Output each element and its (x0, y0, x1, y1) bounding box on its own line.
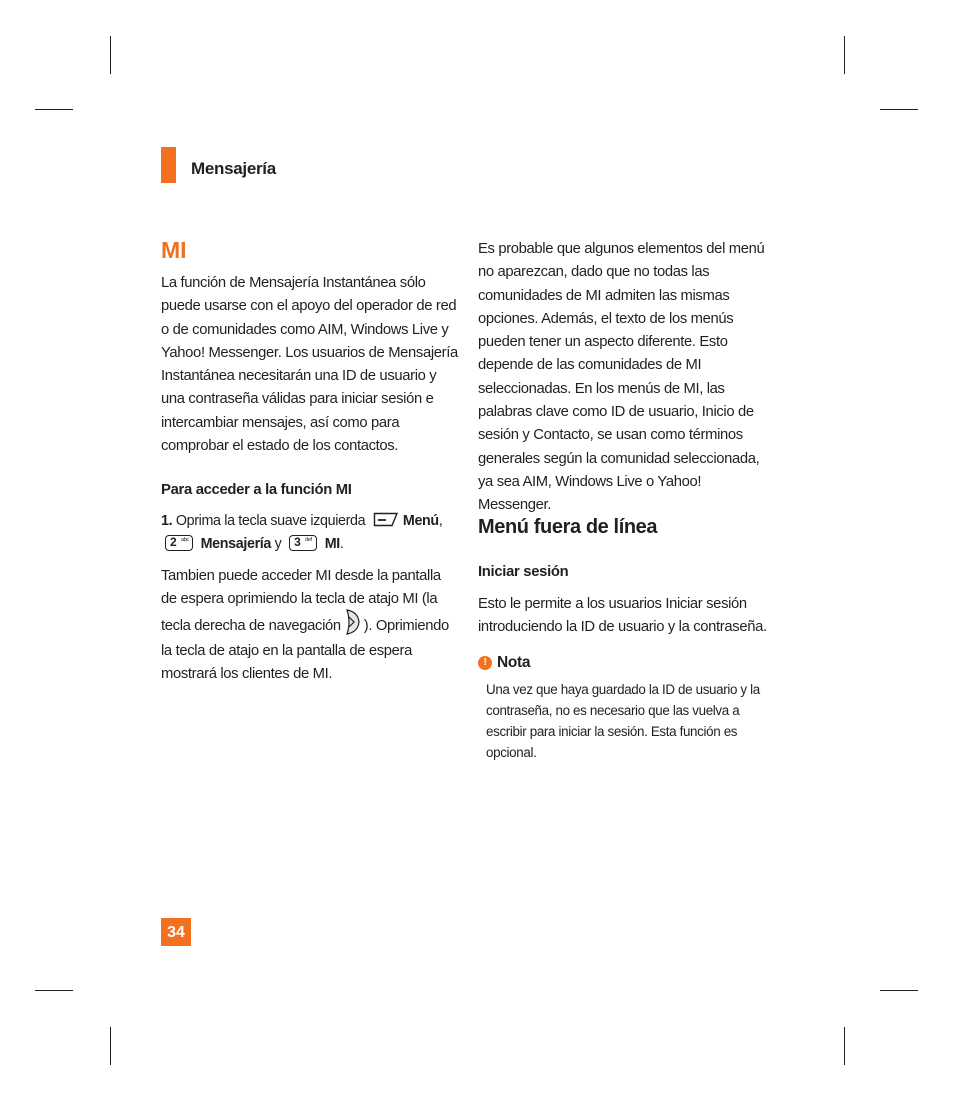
key-3-icon (289, 535, 317, 551)
key-letters: abc (181, 536, 189, 543)
access-heading: Para acceder a la función MI (161, 482, 352, 498)
crop-mark (880, 109, 918, 110)
crop-mark (110, 36, 111, 74)
note-section (478, 679, 768, 763)
section-title: Mensajería (191, 159, 276, 178)
left-column (161, 272, 461, 458)
mi-heading: MI (161, 237, 187, 263)
login-text: Esto le permite a los usuarios Iniciar sesión introduciendo la ID de usuario y la contraseña. (478, 596, 767, 636)
crop-mark (35, 990, 73, 991)
login-heading: Iniciar sesión (478, 564, 569, 580)
note-heading (478, 654, 778, 672)
page-number: 34 (161, 918, 191, 946)
crop-mark (880, 990, 918, 991)
step-1 (161, 510, 461, 557)
key-digit: 2 (170, 534, 177, 549)
conjunction: y (274, 536, 282, 553)
punctuation: , (438, 513, 443, 529)
crop-mark (844, 36, 845, 74)
punctuation: . (339, 536, 344, 553)
mensajeria-label: Mensajería (200, 536, 272, 553)
offline-menu-heading: Menú fuera de línea (478, 516, 658, 538)
crop-mark (110, 1027, 111, 1065)
warning-icon: ! (478, 656, 492, 670)
left-soft-key-icon (373, 512, 399, 527)
crop-mark (35, 109, 73, 110)
note-title: Nota (497, 654, 531, 671)
step-number: 1. (161, 513, 173, 529)
alt-access-text-b: ). Oprimiendo la tecla de atajo en la pantalla de espera mostrará los clientes de MI. (161, 617, 449, 682)
alt-access-text-a: Tambien puede acceder MI desde la pantalla de espera oprimiendo la tecla de atajo MI (la tecla derecha de navegación (161, 568, 441, 634)
mi-label: MI (324, 536, 340, 553)
section-marker (161, 147, 176, 183)
key-letters: def (305, 536, 312, 543)
note-text: Una vez que haya guardado la ID de usuario y la contraseña, no es necesario que las vuelva a escribir para iniciar la sesión. Esta función es opcional. (486, 682, 760, 760)
right-column (478, 238, 773, 518)
key-2-icon (165, 535, 193, 551)
mi-intro: La función de Mensajería Instantánea sólo puede usarse con el apoyo del operador de red o de comunidades como AIM, Windows Live y Yahoo! Messenger. Los usuarios de Mensajería Instantánea necesitarán una ID de usuario y una contraseña válidas para iniciar sesión e intercambiar mensajes, así como para comprobar el estado de los contactos. (161, 275, 458, 455)
login-section (478, 593, 768, 640)
alt-access-paragraph (161, 565, 457, 686)
right-navigation-key-icon (344, 608, 361, 636)
menu-label: Menú (402, 513, 439, 529)
crop-mark (844, 1027, 845, 1065)
menu-variance-paragraph: Es probable que algunos elementos del menú no aparezcan, dado que no todas las comunidades de MI admiten las mismas opciones. Además, el texto de los menús pueden tener un aspecto diferente. Esto depende de las comunidades de MI seleccionadas. En los menús de MI, las palabras clave como ID de usuario, Inicio de sesión y Contacto, se usan como términos generales según la comunidad seleccionada, ya sea AIM, Windows Live o Yahoo! Messenger. (478, 241, 765, 514)
step-text: Oprima la tecla suave izquierda (175, 513, 366, 529)
key-digit: 3 (294, 534, 301, 549)
